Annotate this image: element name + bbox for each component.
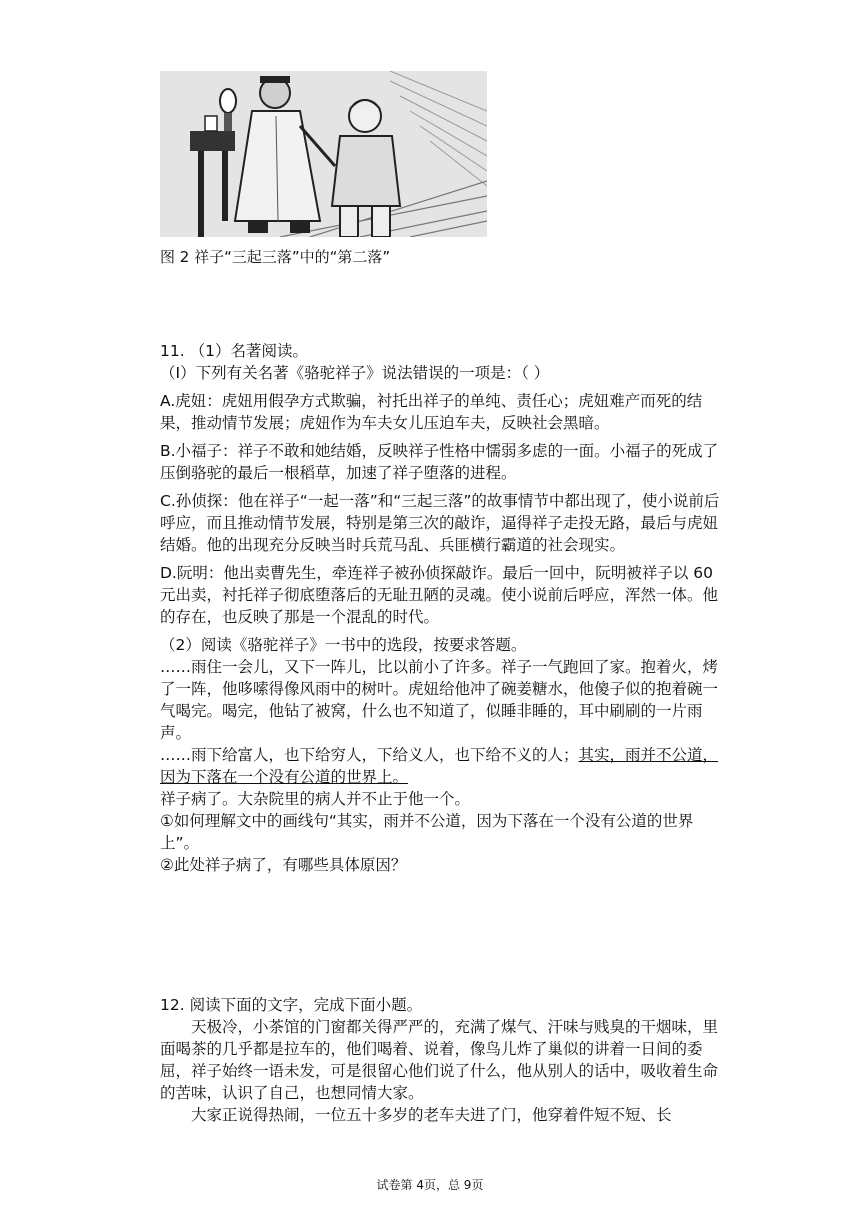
q12-paragraph-1: 天极冷，小茶馆的门窗都关得严严的，充满了煤气、汗味与贱臭的干烟味，里面喝茶的几乎都是拉车的，他们喝着、说着，像鸟儿炸了巢似的讲着一日间的委屈，祥子始终一语未发，可是很留心他们说了什么，他从别人的话中，吸收着生命的苦味，认识了自己，也想同情大家。 [160,1018,719,1102]
option-a: A.虎妞：虎妞用假孕方式欺骗，衬托出祥子的单纯、责任心；虎妞难产而死的结果，推动情节发展；虎妞作为车夫女儿压迫车夫，反映社会黑暗。 [160,392,703,432]
question-content [160,340,730,1126]
excerpt-paragraph-2 [160,744,730,788]
underlined-sentence: 其实，雨并不公道，因为下落在一个没有公道的世界上。 [160,746,719,786]
q12-title: 12. 阅读下面的文字，完成下面小题。 [160,996,423,1014]
illustration [160,71,487,237]
excerpt-paragraph-1: ……雨住一会儿，又下一阵儿，比以前小了许多。祥子一气跑回了家。抱着火，烤了一阵，他哆嗦得像风雨中的树叶。虎妞给他冲了碗姜糖水，他傻子似的抱着碗一气喝完。喝完，他钻了被窝，什么也不知道了，似睡非睡的，耳中刷刷的一片雨声。 [160,658,719,742]
q12-paragraph-2: 大家正说得热闹，一位五十多岁的老车夫进了门，他穿着件短不短、长 [191,1106,672,1124]
option-b: B.小福子：祥子不敢和她结婚，反映祥子性格中懦弱多虑的一面。小福子的死成了压倒骆驼的最后一根稻草，加速了祥子堕落的进程。 [160,442,719,482]
figure-caption: 图 2 祥子“三起三落”中的“第二落” [160,248,391,266]
excerpt-text: ……雨下给富人，也下给穷人，下给义人，也下给不义的人； [160,746,579,764]
q11-subquestion-2: （2）阅读《骆驼祥子》一书中的选段，按要求答题。 [160,636,527,654]
option-d: D.阮明：他出卖曹先生，牵连祥子被孙侦探敲诈。最后一回中，阮明被祥子以 60 元出卖，衬托祥子彻底堕落后的无耻丑陋的灵魂。使小说前后呼应，浑然一体。他的存在，也反映了那是一个混乱的时代。 [160,564,719,626]
q11-subquestion-1: （Ⅰ）下列有关名著《骆驼祥子》说法错误的一项是：（ ） [160,364,550,382]
q11-title: 11. （1）名著阅读。 [160,342,308,360]
question-item-1: ①如何理解文中的画线句“其实，雨并不公道，因为下落在一个没有公道的世界上”。 [160,812,694,852]
illustration-drawing [160,71,487,237]
excerpt-paragraph-3: 祥子病了。大杂院里的病人并不止于他一个。 [160,790,471,808]
question-item-2: ②此处祥子病了，有哪些具体原因？ [160,856,407,874]
option-c: C.孙侦探：他在祥子“一起一落”和“三起三落”的故事情节中都出现了，使小说前后呼应，而且推动情节发展，特别是第三次的敲诈，逼得祥子走投无路，最后与虎妞结婚。他的出现充分反映当时兵荒马乱、兵匪横行霸道的社会现实。 [160,492,720,554]
page-footer: 试卷第 4页，总 9页 [376,1178,484,1192]
